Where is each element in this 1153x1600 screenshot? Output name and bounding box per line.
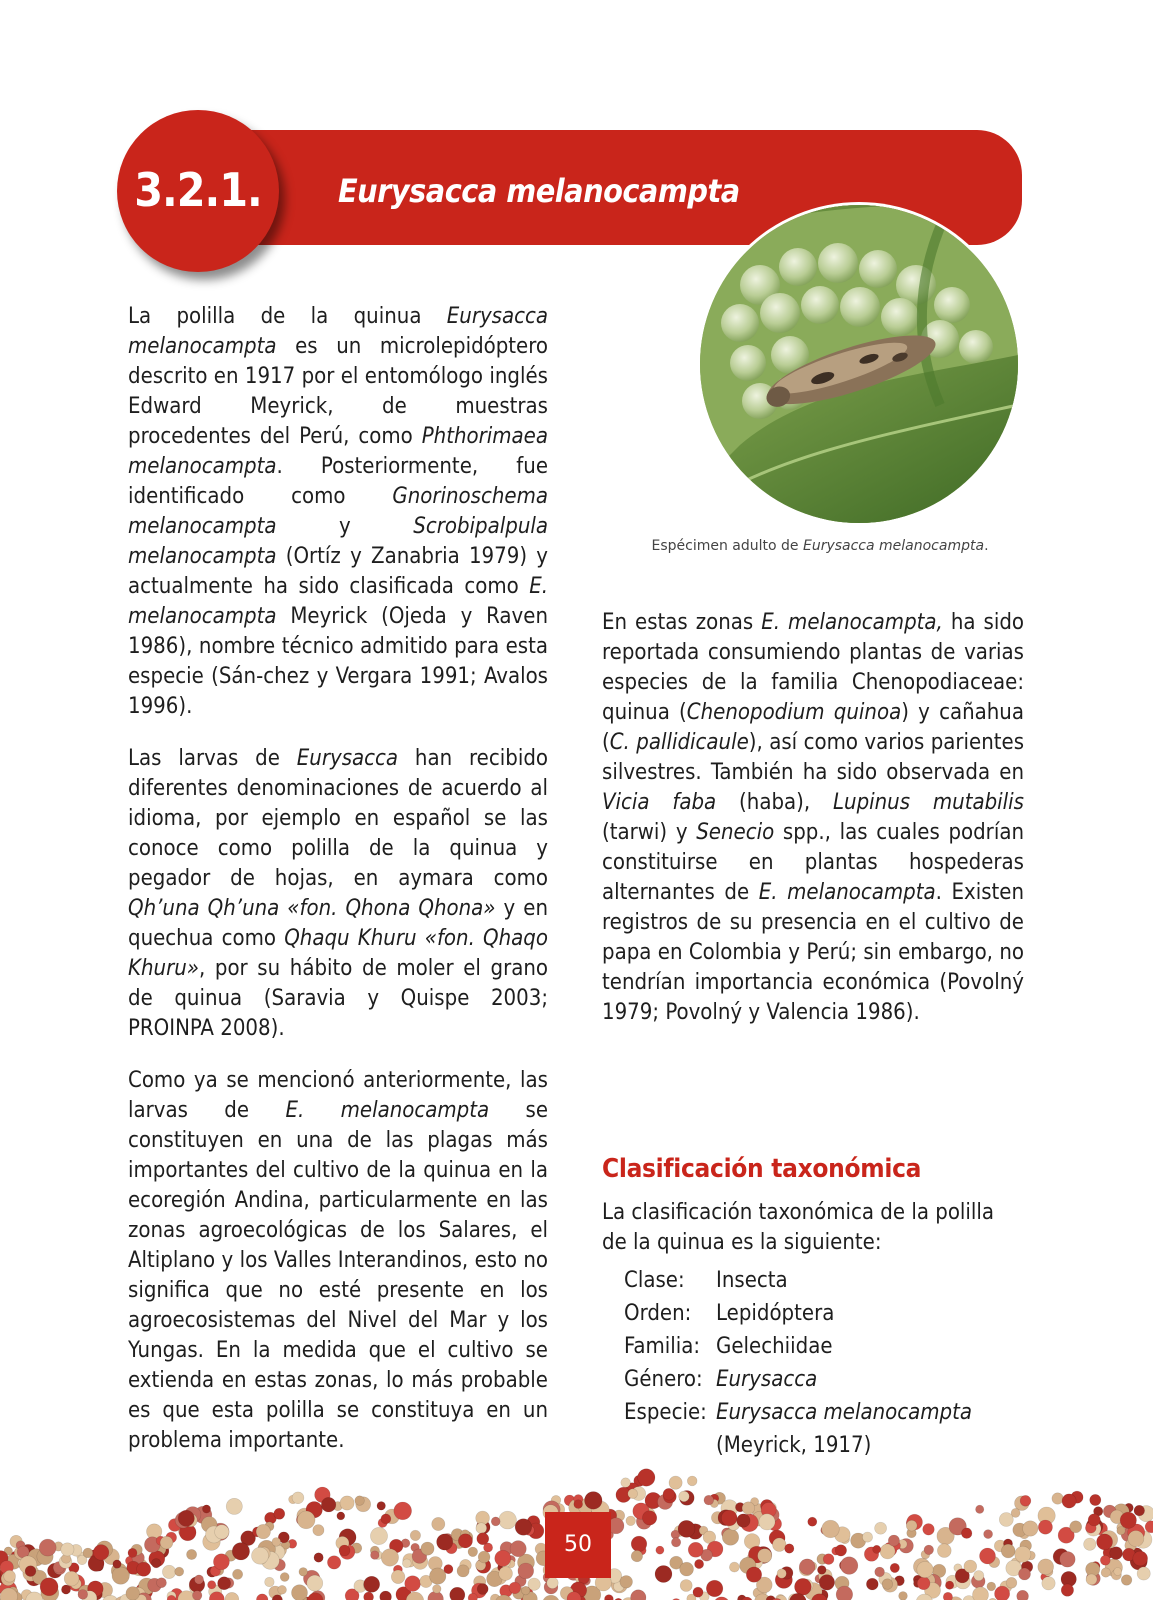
taxonomy-intro: La clasificación taxonómica de la polilla de la quinua es la siguiente: xyxy=(602,1200,995,1255)
taxonomy-row xyxy=(624,1363,972,1396)
taxonomy-author: (Meyrick, 1917) xyxy=(716,1433,872,1458)
figure-caption xyxy=(600,538,1040,554)
taxonomy-table xyxy=(624,1264,972,1462)
paragraph: Las larvas de Eurysacca han recibido diferentes denominaciones de acuerdo al idioma, por ejemplo en español se las conoce como polilla de la quinua y pegador de hojas, en aymara como Qh’una Qh’una «fon. Qhona Qhona» y en quechua como Qhaqu Khuru «fon. Qhaqo Khuru», por su hábito de moler el grano de quinua (Saravia y Quispe 2003; PROINPA 2008). xyxy=(128,746,548,1041)
taxonomy-key: Familia: xyxy=(624,1334,701,1359)
taxonomy-row xyxy=(624,1297,972,1330)
paragraph: La polilla de la quinua Eurysacca melanocampta es un microlepidóptero descrito en 1917 por el entomólogo inglés Edward Meyrick, de muestras procedentes del Perú, como Phthorimaea melanocampta. Posteriormente, fue identificado como Gnorinoschema melanocampta y Scrobipalpula melanocampta (Ortíz y Zanabria 1979) y actualmente ha sido clasificada como E. melanocampta Meyrick (Ojeda y Raven 1986), nombre técnico admitido para esta especie (Sán-chez y Vergara 1991; Avalos 1996). xyxy=(128,304,548,719)
section-heading: Clasificación taxonómica xyxy=(602,1154,922,1184)
taxonomy-key: Especie: xyxy=(624,1400,707,1425)
taxonomy-key: Género: xyxy=(624,1367,703,1392)
section-number: 3.2.1. xyxy=(134,163,262,217)
paragraph: Como ya se mencionó anteriormente, las larvas de E. melanocampta se constituyen en una de las plagas más importantes del cultivo de la quinua en la ecoregión Andina, particularmente en las zonas agroecológicas de los Salares, el Altiplano y los Valles Interandinos, esto no significa que no esté presente en los agroecosistemas del Nivel del Mar y los Yungas. En la medida que el cultivo se extienda en estas zonas, lo más probable es que esta polilla se constituya en un problema importante. xyxy=(128,1068,549,1453)
taxonomy-row xyxy=(624,1396,972,1429)
page-number: 50 xyxy=(545,1512,611,1578)
taxonomy-key: Clase: xyxy=(624,1268,685,1293)
taxonomy-row xyxy=(624,1264,972,1297)
taxonomy-row xyxy=(624,1330,972,1363)
taxonomy-value: Insecta xyxy=(716,1268,788,1293)
taxonomy-value: Eurysacca xyxy=(716,1367,818,1392)
moth-on-quinoa-image xyxy=(700,205,1018,523)
taxonomy-value: Lepidóptera xyxy=(716,1301,835,1326)
caption-species: Eurysacca melanocampta xyxy=(802,538,985,554)
caption-end: . xyxy=(984,538,989,554)
right-column xyxy=(602,608,1024,1050)
taxonomy-key: Orden: xyxy=(624,1301,692,1326)
left-column xyxy=(128,302,548,1478)
paragraph: En estas zonas E. melanocampta, ha sido reportada consumiendo plantas de varias especies de la familia Chenopodiaceae: quinua (Chenopodium quinoa) y cañahua (C. pallidicaule), así como varios parientes silvestres. También ha sido observada en Vicia faba (haba), Lupinus mutabilis (tarwi) y Senecio spp., las cuales podrían constituirse en plantas hospederas alternantes de E. melanocampta. Existen registros de su presencia en el cultivo de papa en Colombia y Perú; sin embargo, no tendrían importancia económica (Povolný 1979; Povolný y Valencia 1986). xyxy=(602,610,1025,1025)
taxonomy-value: Eurysacca melanocampta xyxy=(716,1400,972,1425)
taxonomy-value: Gelechiidae xyxy=(716,1334,833,1359)
caption-text: Espécimen adulto de xyxy=(651,538,803,554)
section-title: Eurysacca melanocampta xyxy=(338,172,740,210)
moth-photo xyxy=(700,205,1018,523)
